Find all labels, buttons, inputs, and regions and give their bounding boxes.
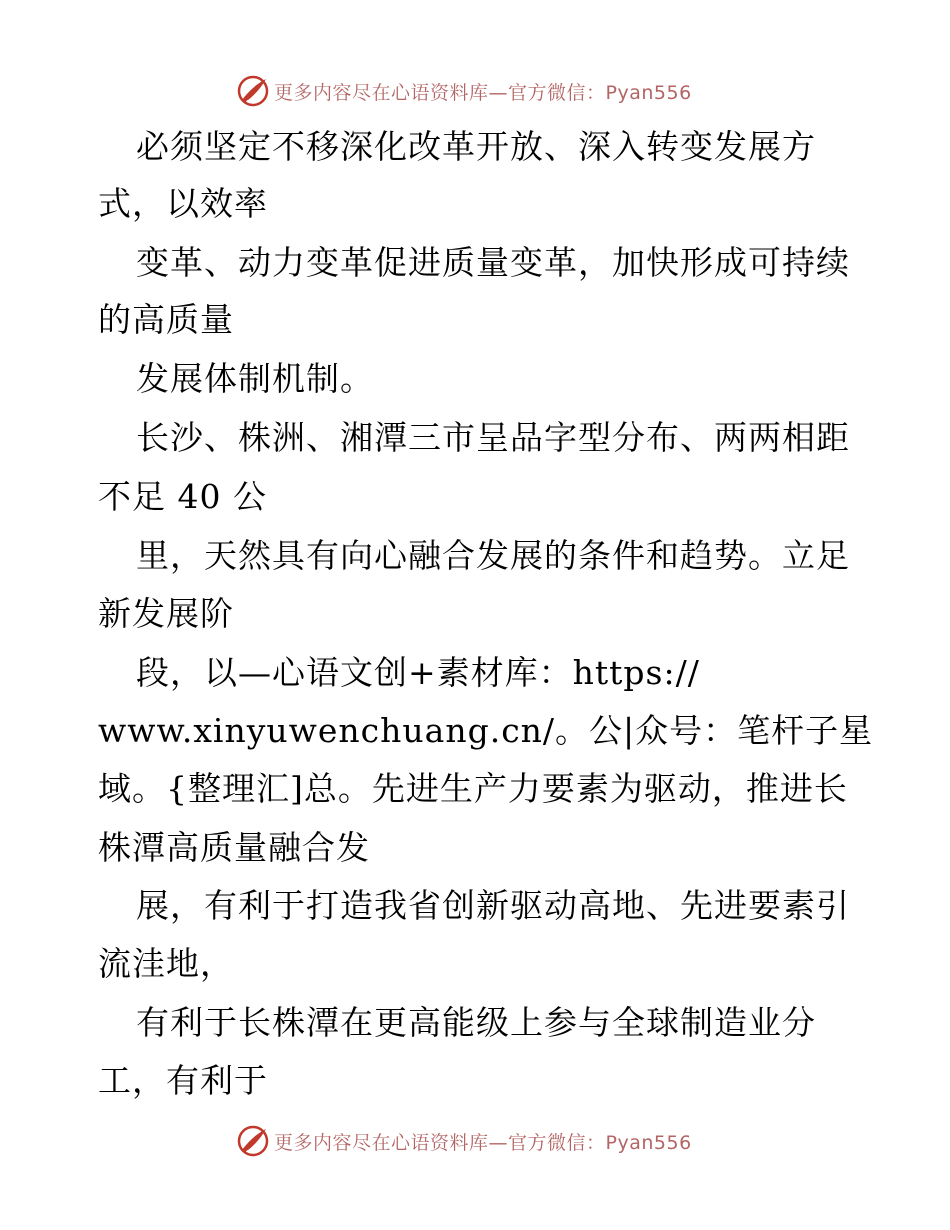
body-line-13: 株潭高质量融合发 [98, 828, 370, 867]
body-line-14: 展，有利于打造我省创新驱动高地、先进要素引 [136, 886, 850, 925]
body-line-15: 流洼地， [98, 944, 234, 983]
body-line-2: 式，以效率 [98, 184, 268, 223]
body-line-1: 必须坚定不移深化改革开放、深入转变发展方 [136, 127, 816, 166]
footer-banner [236, 1124, 692, 1158]
body-line-4: 的高质量 [98, 300, 234, 339]
body-line-16: 有利于长株潭在更高能级上参与全球制造业分 [136, 1003, 816, 1042]
body-line-11: www.xinyuwenchuang.cn/。公|众号：笔杆子星 [98, 711, 874, 750]
header-banner-text: 更多内容尽在心语资料库—官方微信：Pyan556 [274, 81, 692, 104]
body-line-6: 长沙、株洲、湘潭三市呈品字型分布、两两相距 [136, 418, 850, 457]
body-line-8: 里，天然具有向心融合发展的条件和趋势。立足 [136, 536, 850, 575]
body-line-5: 发展体制机制。 [136, 359, 374, 398]
quill-pen-logo-icon [236, 74, 270, 108]
body-line-17: 工，有利于 [98, 1061, 268, 1100]
body-line-3: 变革、动力变革促进质量变革，加快形成可持续 [136, 243, 850, 282]
header-banner [236, 74, 692, 108]
body-line-7: 不足 40 公 [98, 477, 267, 516]
body-line-12: 域。{整理汇]总。先进生产力要素为驱动，推进长 [98, 769, 848, 808]
quill-pen-logo-icon [236, 1124, 270, 1158]
body-line-9: 新发展阶 [98, 594, 234, 633]
footer-banner-text: 更多内容尽在心语资料库—官方微信：Pyan556 [274, 1131, 692, 1154]
body-line-10: 段，以—心语文创+素材库：https:// [136, 653, 700, 692]
